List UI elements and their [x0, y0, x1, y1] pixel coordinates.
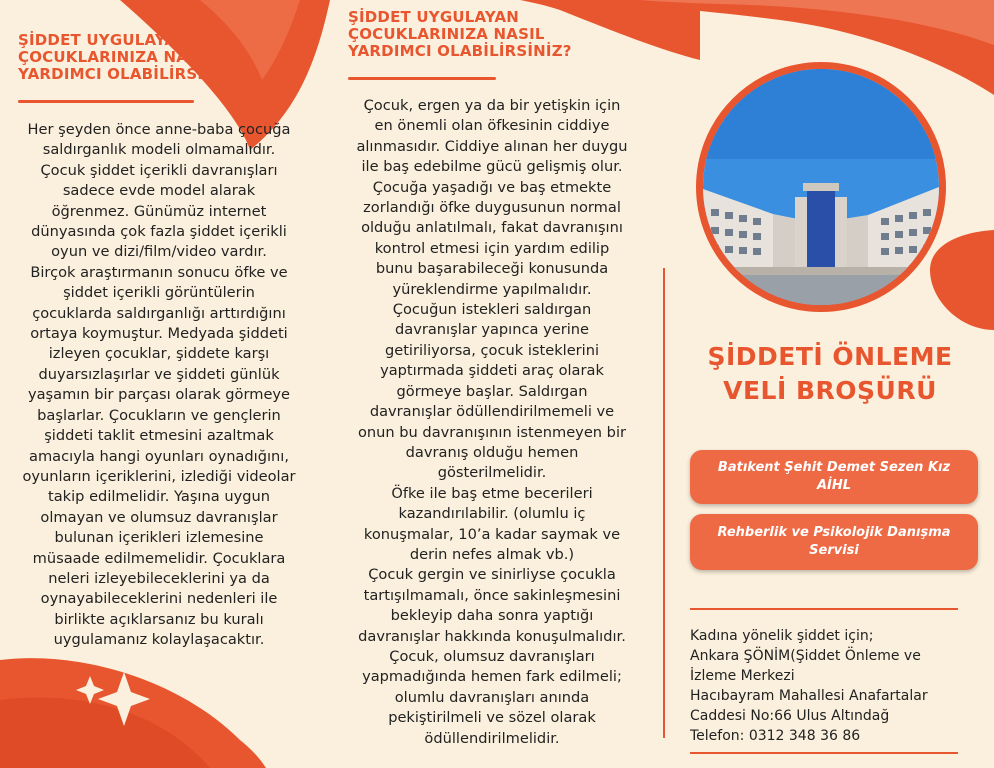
brochure-title-line-1: ŞİDDETİ ÖNLEME [707, 342, 953, 371]
left-heading-line-2: ÇOCUKLARINIZA NASIL [18, 48, 215, 66]
left-heading [18, 32, 278, 83]
right-side-blob [930, 230, 994, 330]
middle-heading [348, 9, 608, 60]
service-name-text: Rehberlik ve Psikolojik Danışma Servisi [717, 525, 951, 558]
contact-line-5: Caddesi No:66 Ulus Altındağ [690, 708, 890, 724]
school-name-badge [690, 450, 978, 504]
middle-heading-underline [348, 77, 496, 80]
contact-line-1: Kadına yönelik şiddet için; [690, 628, 874, 644]
left-heading-underline [18, 100, 194, 103]
middle-body-text: Çocuk, ergen ya da bir yetişkin için en önemli olan öfkesinin ciddiye alınmasıdır. Ciddiye alınan her duygu ile baş edebilme gücü gelişmiş olur. Çocuğa yaşadığı ve baş etmekte zorlandığı öfke duygusunun normal olduğu anlatılmalı, fakat davranışını kontrol etmesi için yardım edilip bunu başarabileceği konusunda yüreklendirme yapılmalıdır. Çocuğun istekleri saldırgan davranışlar yapınca yerine getiriliyorsa, çocuk isteklerini yaptırmada şiddeti araç olarak görmeye başlar. Saldırgan davranışlar ödüllendirilmemeli ve onun bu davranışının istenmeyen bir davranış olduğu hemen gösterilmelidir. Öfke ile baş etme becerileri kazandırılabilir. (olumlu iç konuşmalar, 10’a kadar saymak ve derin nefes almak vb.) Çocuk gergin ve sinirliyse çocukla tartışılmamalı, önce sakinleşmesini bekleyip daha sonra yaptığı davranışlar hakkında konuşulmalıdır. Çocuk, olumsuz davranışları yapmadığında hemen fark edilmeli; olumlu davranışları anında pekiştirilmeli ve sözel olarak ödüllendirilmelidir. [356, 97, 628, 747]
school-building-illustration [703, 69, 939, 305]
service-name-badge [690, 514, 978, 570]
middle-divider-line [663, 268, 665, 738]
contact-line-4: Hacıbayram Mahallesi Anafartalar [690, 688, 928, 704]
middle-heading-line-1: ŞİDDET UYGULAYAN [348, 8, 520, 26]
school-name-text: Batıkent Şehit Demet Sezen Kız AİHL [717, 460, 951, 493]
left-body-text: Her şeyden önce anne-baba çocuğa saldırganlık modeli olmamalıdır. Çocuk şiddet içerikli davranışları sadece evde model alarak öğrenmez. Günümüz internet dünyasında çok fazla şiddet içerikli oyun ve dizi/film/video vardır. Birçok araştırmanın sonucu öfke ve şiddet içerikli görüntülerin çocuklarda saldırganlığı arttırdığını ortaya koymuştur. Medyada şiddeti izleyen çocuklar, şiddete karşı duyarsızlaşırlar ve şiddeti günlük yaşamın bir parçası olarak görmeye başlarlar. Çocukların ve gençlerin şiddeti taklit etmesini azaltmak amacıyla hangi oyunları oynadığını, oyunların içeriklerini, izlediği videolar takip edilmelidir. Yaşına uygun olmayan ve olumsuz davranışlar bulunan içerikleri izlemesine müsaade edilmemelidir. Çocuklara neleri izleyebileceklerini ya da oynayabileceklerini nedenleri ile birlikte açıklarsanız bu kuralı uygulamanız kolaylaşacaktır. [22, 121, 296, 649]
middle-heading-line-2: ÇOCUKLARINIZA NASIL [348, 25, 545, 43]
middle-heading-line-3: YARDIMCI OLABİLİRSİNİZ? [348, 42, 572, 60]
contact-top-rule [690, 608, 958, 610]
school-building-photo [696, 62, 946, 312]
left-heading-line-1: ŞİDDET UYGULAYAN [18, 31, 190, 49]
contact-block [690, 626, 980, 746]
brochure-title [680, 340, 980, 408]
contact-phone: Telefon: 0312 348 36 86 [690, 728, 861, 744]
left-heading-line-3: YARDIMCI OLABİLİRSİNİZ? [18, 65, 242, 83]
contact-line-2: Ankara ŞÖNİM(Şiddet Önleme ve [690, 648, 921, 664]
contact-line-3: İzleme Merkezi [690, 668, 795, 684]
contact-bottom-rule [690, 752, 958, 754]
brochure-title-line-2: VELİ BROŞÜRÜ [723, 376, 937, 405]
